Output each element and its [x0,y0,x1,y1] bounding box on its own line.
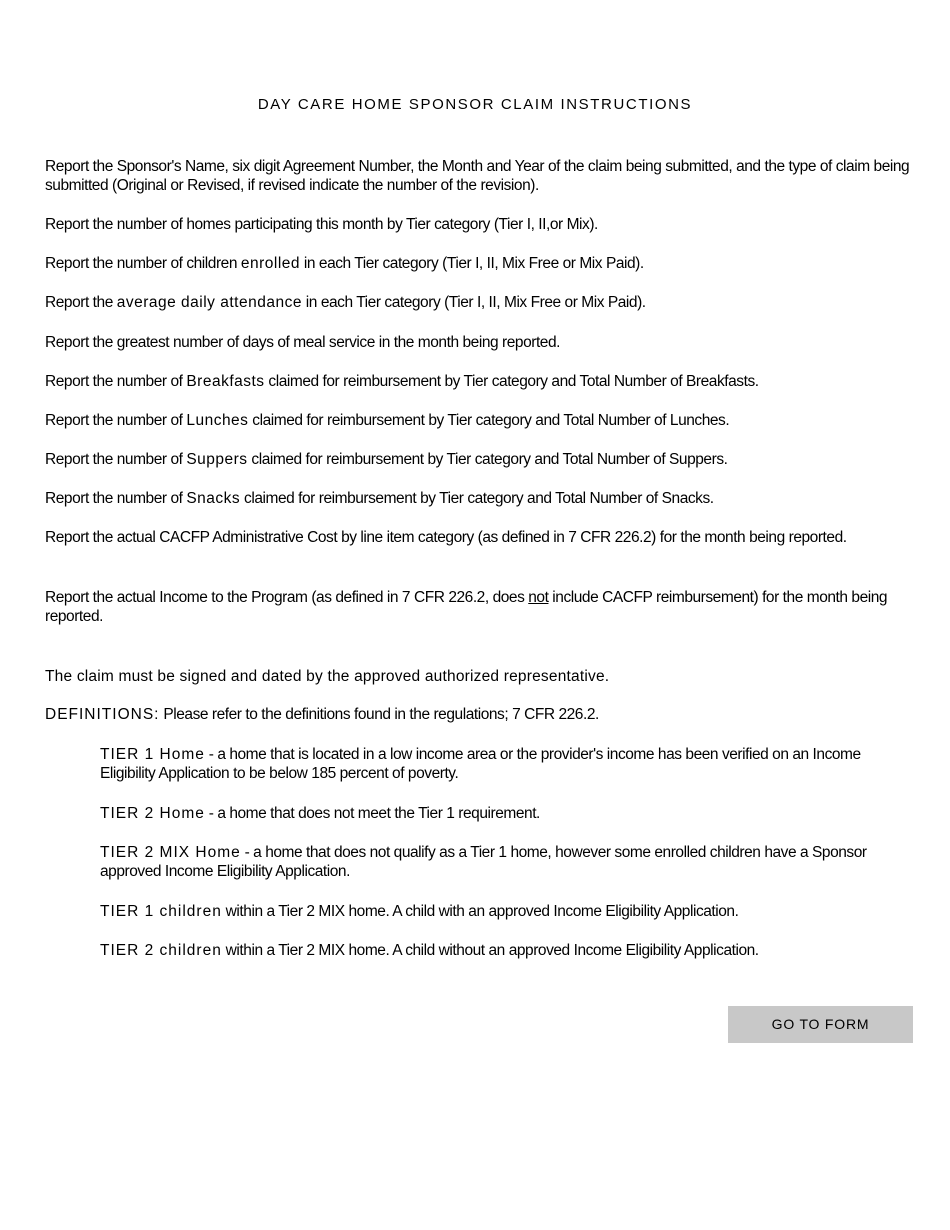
definition-text: within a Tier 2 MIX home. A child without an approved Income Eligibility Application. [221,942,759,959]
instruction-income [45,588,915,626]
instruction-text: claimed for reimbursement by Tier category and Total Number of Breakfasts. [264,373,759,390]
instruction-sponsor-info [45,157,915,195]
definition-tier2-mix-home [100,843,915,881]
definition-text: - a home that does not qualify as a Tier 1 home, however some enrolled children have a Sponsor approved Income Eligibility Application. [100,844,867,880]
instruction-text: claimed for reimbursement by Tier category and Total Number of Suppers. [247,451,728,468]
definitions-heading [45,705,915,724]
instruction-text: Report the Sponsor's Name, six digit Agreement Number, the Month and Year of the claim being submitted, and the type of claim being submitted (Original or Revised, if revised indicate the number of the revision). [45,158,910,194]
instruction-text: claimed for reimbursement by Tier category and Total Number of Lunches. [248,412,730,429]
instruction-attendance [45,293,915,312]
definitions-label: DEFINITIONS: [45,706,160,723]
instruction-emphasis: not [528,589,549,606]
instruction-text: Report the [45,294,117,311]
definition-tier2-children [100,941,915,960]
definition-text: - a home that is located in a low income area or the provider's income has been verified on an Income Eligibility Application to be below 185 percent of poverty. [100,746,861,782]
instruction-text: Report the number of homes participating this month by Tier category (Tier I, II,or Mix). [45,216,598,233]
definition-tier2-home [100,804,915,823]
instruction-text: include CACFP reimbursement) for the month being reported. [45,589,888,625]
page-title: DAY CARE HOME SPONSOR CLAIM INSTRUCTIONS [257,96,693,113]
instruction-text: Report the actual CACFP Administrative Cost by line item category (as defined in 7 CFR 226.2) for the month being reported. [45,529,847,546]
definition-tier1-children [100,902,915,921]
instruction-text: in each Tier category (Tier I, II, Mix Free or Mix Paid). [300,255,644,272]
instruction-text: Report the number of [45,451,187,468]
definition-term: TIER 2 children [100,942,222,959]
instruction-keyword: Snacks [186,490,241,507]
instruction-lunches [45,411,915,430]
instruction-breakfasts [45,372,915,391]
signature-note: The claim must be signed and dated by the approved authorized representative. [45,668,610,685]
instruction-text: Report the number of children [45,255,241,272]
instruction-keyword: enrolled [240,255,301,272]
instruction-text: claimed for reimbursement by Tier category and Total Number of Snacks. [240,490,714,507]
instruction-homes [45,215,915,234]
instruction-text: in each Tier category (Tier I, II, Mix Free or Mix Paid). [301,294,646,311]
instruction-suppers [45,450,915,469]
definition-text: within a Tier 2 MIX home. A child with an approved Income Eligibility Application. [221,903,739,920]
definition-tier1-home [100,745,915,783]
definition-term: TIER 1 children [100,903,222,920]
instruction-snacks [45,489,915,508]
instruction-children-enrolled [45,254,915,273]
instruction-text: Report the greatest number of days of meal service in the month being reported. [45,334,561,351]
instruction-text: Report the number of [45,490,187,507]
instruction-keyword: Suppers [186,451,248,468]
instruction-keyword: Lunches [186,412,249,429]
definition-term: TIER 2 MIX Home [100,844,241,861]
instruction-text: Report the number of [45,373,187,390]
instruction-keyword: average daily attendance [116,294,302,311]
definitions-intro: Please refer to the definitions found in the regulations; 7 CFR 226.2. [159,706,599,723]
instruction-text: Report the number of [45,412,187,429]
definition-term: TIER 1 Home [100,746,205,763]
go-to-form-button[interactable]: GO TO FORM [728,1006,913,1043]
instruction-admin-cost [45,528,915,547]
definition-term: TIER 2 Home [100,805,205,822]
instruction-days-of-service [45,333,915,352]
instruction-keyword: Breakfasts [186,373,265,390]
instruction-text: Report the actual Income to the Program (as defined in 7 CFR 226.2, does [45,589,529,606]
definition-text: - a home that does not meet the Tier 1 requirement. [204,805,540,822]
